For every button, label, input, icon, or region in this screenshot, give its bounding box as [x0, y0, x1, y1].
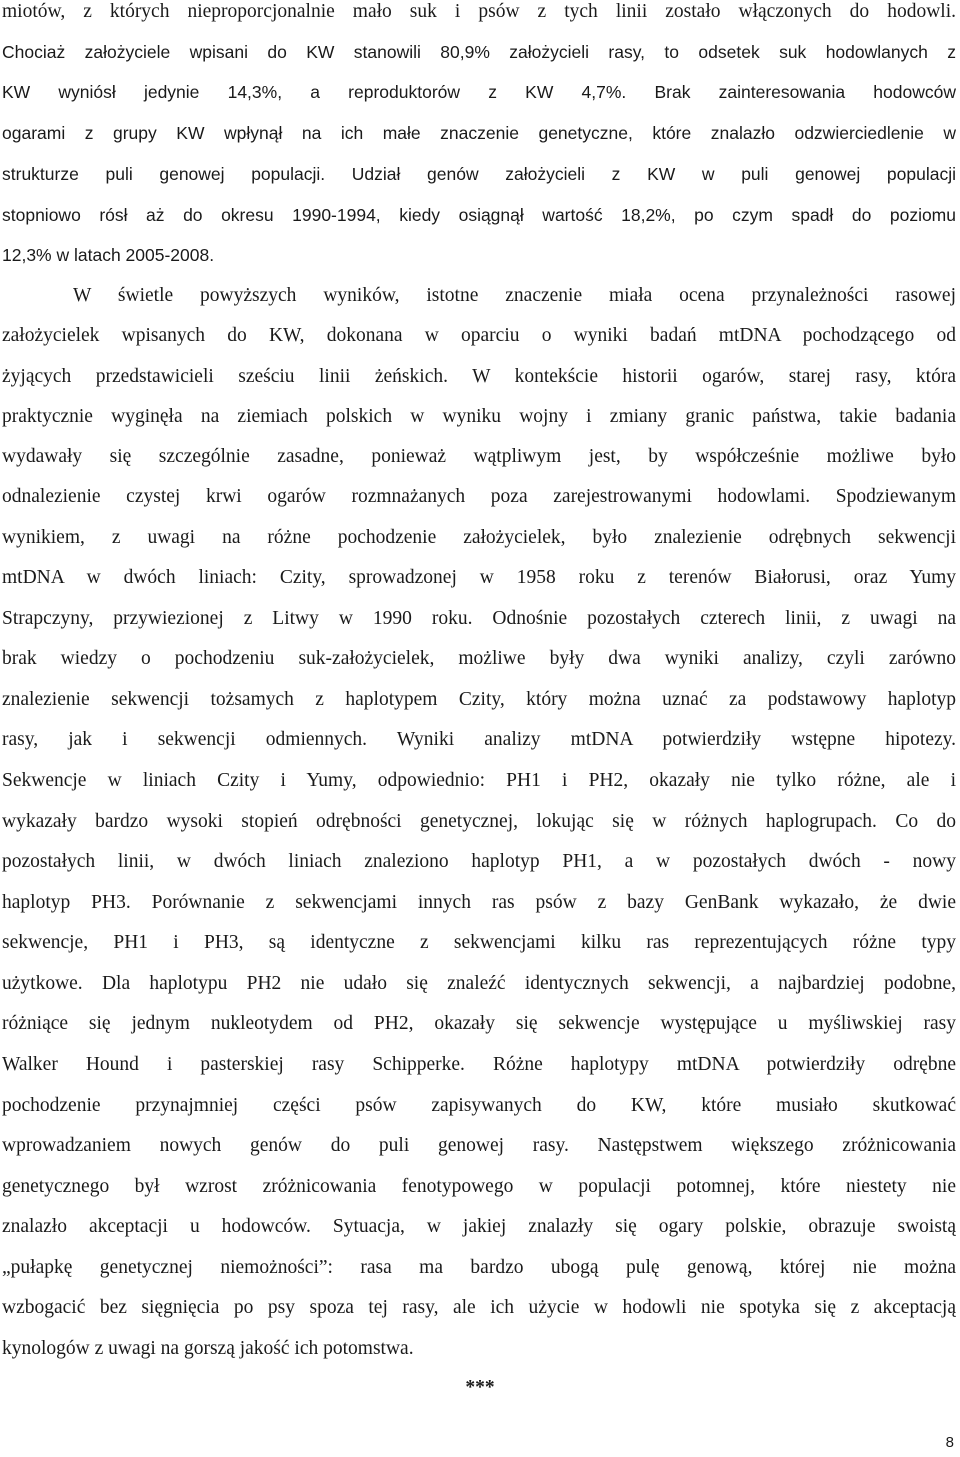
text-line: znalazło akceptacji u hodowców. Sytuacja, w jakiej znalazły się ogary polskie, obrazuje swoistą — [2, 1216, 956, 1237]
text-line: genetycznego był wzrost zróżnicowania fenotypowego w populacji potomnej, które niestety nie — [2, 1176, 956, 1197]
text-line: brak wiedzy o pochodzeniu suk-założycielek, możliwe były dwa wyniki analizy, czyli zarówno — [2, 648, 956, 669]
text-line: kynologów z uwagi na gorszą jakość ich potomstwa. — [2, 1338, 414, 1359]
text-line: wprowadzaniem nowych genów do puli genowej rasy. Następstwem większego zróżnicowania — [2, 1135, 956, 1156]
text-line: żyjących przedstawicieli sześciu linii żeńskich. W kontekście historii ogarów, starej rasy, która — [2, 366, 956, 387]
text-line: mtDNA w dwóch liniach: Czity, sprowadzonej w 1958 roku z terenów Białorusi, oraz Yumy — [2, 567, 956, 588]
text-line: Chociaż założyciele wpisani do KW stanowili 80,9% założycieli rasy, to odsetek suk hodowlanych z — [2, 42, 956, 62]
text-line: KW wyniósł jedynie 14,3%, a reproduktorów z KW 4,7%. Brak zainteresowania hodowców — [2, 82, 956, 102]
text-line: „pułapkę genetycznej niemożności”: rasa ma bardzo ubogą pulę genową, której nie można — [2, 1257, 956, 1278]
text-line: pozostałych linii, w dwóch liniach znaleziono haplotyp PH1, a w pozostałych dwóch - nowy — [2, 851, 956, 872]
text-line: wykazały bardzo wysoki stopień odrębności genetycznej, lokując się w różnych haplogrupach. Co do — [2, 811, 956, 832]
text-line: praktycznie wyginęła na ziemiach polskich w wyniku wojny i zmiany granic państwa, takie badania — [2, 406, 956, 427]
page-number: 8 — [945, 1434, 954, 1451]
section-separator: *** — [465, 1377, 495, 1398]
text-line: Walker Hound i pasterskiej rasy Schipperke. Różne haplotypy mtDNA potwierdziły odrębne — [2, 1054, 956, 1075]
text-line: rasy, jak i sekwencji odmiennych. Wyniki analizy mtDNA potwierdziły wstępne hipotezy. — [2, 729, 956, 750]
text-line: Sekwencje w liniach Czity i Yumy, odpowiednio: PH1 i PH2, okazały nie tylko różne, ale i — [2, 770, 956, 791]
text-line: sekwencje, PH1 i PH3, są identyczne z sekwencjami kilku ras reprezentujących różne typy — [2, 932, 956, 953]
text-line: stopniowo rósł aż do okresu 1990-1994, kiedy osiągnął wartość 18,2%, po czym spadł do poziomu — [2, 205, 956, 225]
text-line: miotów, z których nieproporcjonalnie mało suk i psów z tych linii zostało włączonych do hodowli. — [2, 1, 956, 22]
text-line: znalezienie sekwencji tożsamych z haplotypem Czity, który można uznać za podstawowy haplotyp — [2, 689, 956, 710]
text-line: pochodzenie przynajmniej części psów zapisywanych do KW, które musiało skutkować — [2, 1095, 956, 1116]
text-line: Strapczyny, przywiezionej z Litwy w 1990 roku. Odnośnie pozostałych czterech linii, z uwagi na — [2, 608, 956, 629]
text-line: strukturze puli genowej populacji. Udział genów założycieli z KW w puli genowej populacji — [2, 164, 956, 184]
text-line: założycielek wpisanych do KW, dokonana w oparciu o wyniki badań mtDNA pochodzącego od — [2, 325, 956, 346]
text-line: wynikiem, z uwagi na różne pochodzenie założycielek, było znalezienie odrębnych sekwencji — [2, 527, 956, 548]
paragraph-first-line: W świetle powyższych wyników, istotne znaczenie miała ocena przynależności rasowej — [73, 285, 956, 306]
text-line: wzbogacić bez sięgnięcia po psy spoza tej rasy, ale ich użycie w hodowli nie spotyka się z akceptacją — [2, 1297, 956, 1318]
text-line: ogarami z grupy KW wpłynął na ich małe znaczenie genetyczne, które znalazło odzwierciedlenie w — [2, 123, 956, 143]
text-line: odnalezienie czystej krwi ogarów rozmnażanych poza zarejestrowanymi hodowlami. Spodziewanym — [2, 486, 956, 507]
text-line: użytkowe. Dla haplotypu PH2 nie udało się znaleźć identycznych sekwencji, a najbardziej podobne, — [2, 973, 956, 994]
text-line: wydawały się szczególnie zasadne, ponieważ wątpliwym jest, by współcześnie możliwe było — [2, 446, 956, 467]
text-line: haplotyp PH3. Porównanie z sekwencjami innych ras psów z bazy GenBank wykazało, że dwie — [2, 892, 956, 913]
text-line: różniące się jednym nukleotydem od PH2, okazały się sekwencje występujące u myśliwskiej rasy — [2, 1013, 956, 1034]
text-line: 12,3% w latach 2005-2008. — [2, 245, 215, 265]
